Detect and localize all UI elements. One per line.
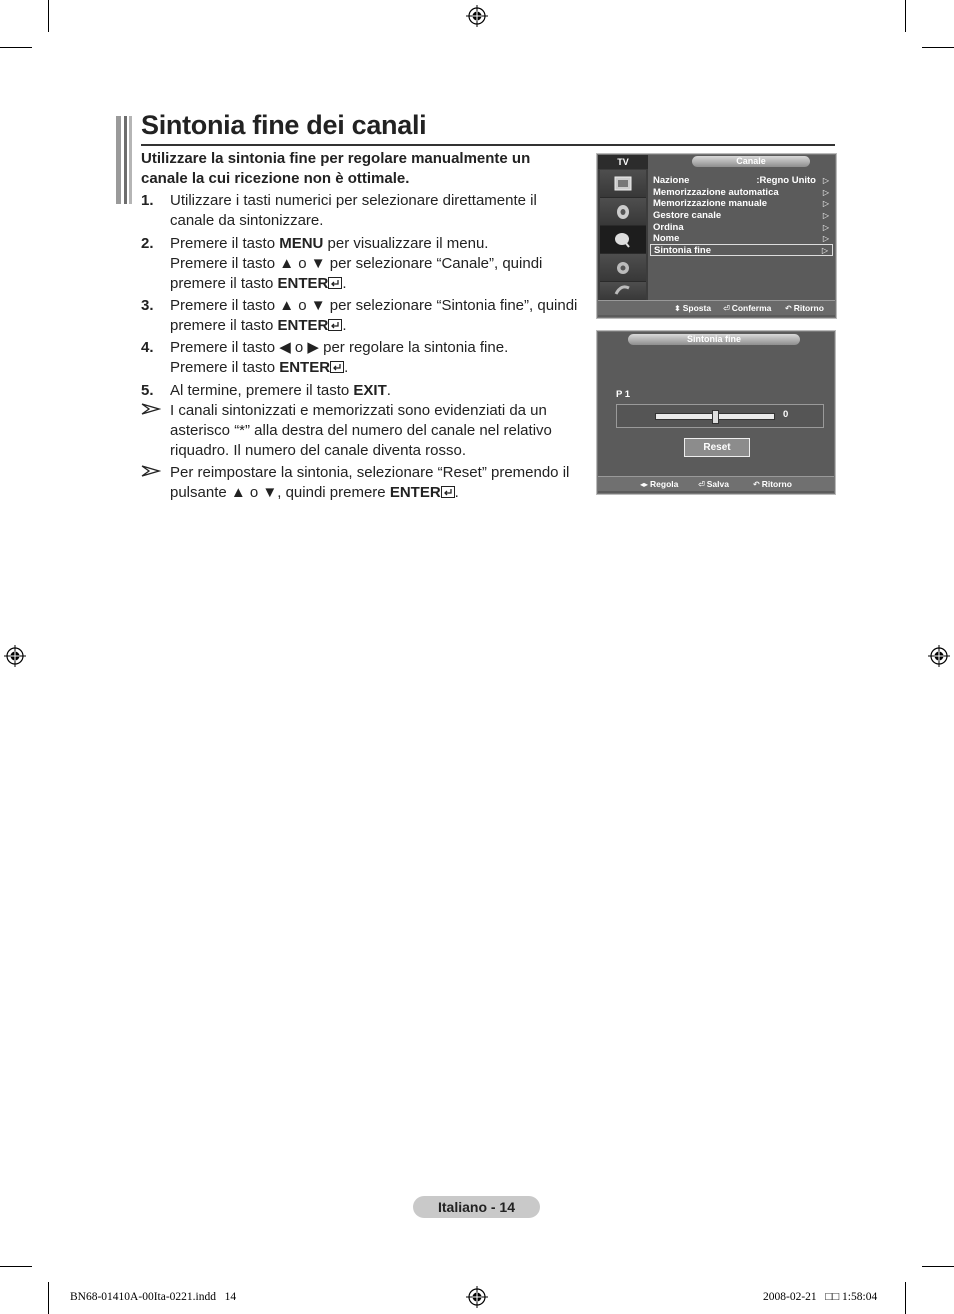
step-text-part: Premere il tasto ▲ o ▼ per selezionare “Canale”, quindi premere il tasto	[170, 255, 543, 292]
submenu-arrow-icon: ▷	[822, 223, 829, 232]
submenu-arrow-icon: ▷	[822, 211, 829, 220]
footer-move	[674, 301, 711, 316]
osd-footer	[598, 476, 834, 491]
menu-item-name[interactable]	[653, 233, 833, 244]
enter-icon	[328, 277, 342, 289]
osd-dialog-header: Sintonia fine	[628, 334, 800, 345]
enter-key-label: ENTER	[389, 484, 441, 501]
slider-value: 0	[783, 409, 789, 420]
menu-item-label: Nome	[653, 233, 680, 244]
intro-text: Utilizzare la sintonia fine per regolare manualmente un canale la cui ricezione non è ottimale.	[141, 150, 531, 187]
fine-tune-slider[interactable]	[616, 404, 824, 428]
step-number: 3.	[141, 297, 154, 314]
crop-mark	[905, 0, 906, 32]
crop-mark	[0, 1266, 32, 1267]
page-number-badge: Italiano - 14	[413, 1196, 540, 1218]
step-text-part: Premere il tasto	[170, 359, 280, 376]
menu-item-label: Nazione	[653, 175, 690, 186]
footer-label: Salva	[706, 479, 729, 489]
menu-item-label: Memorizzazione manuale	[653, 198, 768, 209]
step-text: Premere il tasto ◀ o ▶ per regolare la sintonia fine. Premere il tasto ENTER .	[170, 339, 509, 376]
osd-tv-tab: TV	[598, 155, 648, 169]
footer-save	[698, 477, 729, 492]
sound-menu-icon[interactable]	[600, 198, 646, 226]
title-divider	[141, 144, 835, 146]
return-icon: ↶	[785, 304, 792, 313]
osd-channel-menu	[597, 154, 836, 318]
note-text: Per reimpostare la sintonia, selezionare “Reset” premendo il pulsante ▲ o ▼, quindi premere ENTER .	[170, 464, 570, 501]
exit-key-label: EXIT	[353, 382, 387, 399]
menu-item-sort[interactable]	[653, 222, 833, 233]
step-text-part: .	[386, 382, 391, 399]
step-text-part: Premere il tasto ▲ o ▼ per selezionare “Sintonia fine”, quindi premere il tasto	[170, 297, 578, 334]
menu-item-label: Gestore canale	[653, 210, 722, 221]
crop-mark	[48, 1282, 49, 1314]
footer-label: Sposta	[682, 303, 712, 313]
osd-menu-header: Canale	[692, 156, 810, 167]
picture-menu-icon[interactable]	[600, 170, 646, 198]
step-text	[170, 381, 581, 401]
input-menu-icon[interactable]	[600, 282, 646, 301]
step-text-part: Premere il tasto ◀ o ▶ per regolare la sintonia fine.	[170, 339, 509, 356]
left-right-icon: ◂▸	[640, 480, 649, 489]
osd-footer	[598, 300, 835, 315]
enter-icon	[328, 319, 342, 331]
menu-item-label: Ordina	[653, 222, 684, 233]
print-slug-right: 2008-02-21 □□ 1:58:04	[763, 1291, 878, 1303]
crop-mark	[922, 47, 954, 48]
footer-label: Ritorno	[761, 479, 792, 489]
osd-sidebar	[598, 155, 648, 300]
step-1	[141, 191, 581, 231]
crop-mark	[48, 0, 49, 32]
crop-mark	[922, 1266, 954, 1267]
slider-thumb[interactable]	[712, 410, 719, 424]
print-slug-left: BN68-01410A-00Ita-0221.indd 14	[70, 1291, 237, 1303]
submenu-arrow-icon: ▷	[822, 176, 829, 185]
crop-mark	[0, 47, 32, 48]
crop-mark	[905, 1282, 906, 1314]
footer-confirm	[723, 301, 771, 316]
note-arrow-icon	[141, 402, 161, 416]
page-title: Sintonia fine dei canali	[141, 110, 427, 140]
step-text: Premere il tasto ▲ o ▼ per selezionare “Sintonia fine”, quindi premere il tasto ENTER .	[170, 297, 578, 334]
submenu-arrow-icon: ▷	[822, 188, 829, 197]
menu-item-fine-tune[interactable]	[650, 244, 833, 256]
step-text-part: per visualizzare il menu.	[323, 235, 489, 252]
footer-adjust	[640, 477, 678, 492]
step-number: 5.	[141, 382, 154, 399]
menu-item-country[interactable]	[653, 175, 833, 186]
note-2	[141, 463, 581, 503]
footer-label: Ritorno	[793, 303, 824, 313]
menu-key-label: MENU	[279, 235, 324, 252]
up-down-icon: ⬍	[674, 304, 681, 313]
enter-icon	[330, 361, 344, 373]
menu-item-label: Sintonia fine	[654, 245, 711, 256]
menu-item-channel-manager[interactable]	[653, 210, 833, 221]
step-text: Premere il tasto MENU per visualizzare il menu. Premere il tasto ▲ o ▼ per selezionare “Canale”, quindi premere il tasto ENTER .	[170, 235, 543, 292]
registration-mark-icon	[4, 645, 26, 667]
note-text: I canali sintonizzati e memorizzati sono evidenziati da un asterisco “*” alla destra del numero del canale nel relativo riquadro. Il numero del canale diventa rosso.	[170, 402, 552, 459]
submenu-arrow-icon: ▷	[821, 246, 828, 255]
channel-label: P 1	[616, 389, 631, 400]
registration-mark-icon	[466, 5, 488, 27]
reset-button[interactable]: Reset	[684, 438, 750, 457]
footer-label: Conferma	[731, 303, 772, 313]
registration-mark-icon	[928, 645, 950, 667]
submenu-arrow-icon: ▷	[822, 234, 829, 243]
menu-item-label: Memorizzazione automatica	[653, 187, 779, 198]
step-text-part: Premere il tasto	[170, 235, 280, 252]
menu-item-auto-store[interactable]	[653, 187, 833, 198]
step-number: 4.	[141, 339, 154, 356]
submenu-arrow-icon: ▷	[822, 199, 829, 208]
footer-label: Regola	[650, 479, 679, 489]
step-number: 2.	[141, 235, 154, 252]
footer-back	[785, 301, 824, 316]
setup-menu-icon[interactable]	[600, 254, 646, 282]
step-4	[141, 338, 581, 378]
step-5	[141, 381, 581, 401]
note-1	[141, 401, 581, 461]
enter-key-label: ENTER	[279, 359, 331, 376]
osd-fine-tune-dialog	[597, 331, 835, 494]
section-marker-bar	[116, 116, 132, 204]
registration-mark-icon	[466, 1286, 488, 1308]
step-number: 1.	[141, 192, 154, 209]
enter-icon: ⏎	[698, 480, 705, 489]
channel-menu-icon[interactable]	[600, 226, 646, 254]
step-2	[141, 234, 581, 294]
step-3	[141, 296, 581, 336]
enter-key-label: ENTER	[277, 317, 329, 334]
slider-track	[655, 413, 775, 420]
menu-item-manual-store[interactable]	[653, 198, 833, 209]
note-text-part: Per reimpostare la sintonia, selezionare “Reset” premendo il pulsante ▲ o ▼, quindi premere	[170, 464, 570, 501]
menu-item-value: :Regno Unito	[756, 175, 816, 186]
step-text-part: Al termine, premere il tasto	[170, 382, 354, 399]
enter-icon: ⏎	[723, 304, 730, 313]
enter-key-label: ENTER	[277, 275, 329, 292]
note-arrow-icon	[141, 464, 161, 478]
footer-back	[753, 477, 792, 492]
step-text: Utilizzare i tasti numerici per selezionare direttamente il canale da sintonizzare.	[170, 192, 537, 229]
return-icon: ↶	[753, 480, 760, 489]
enter-icon	[441, 486, 455, 498]
